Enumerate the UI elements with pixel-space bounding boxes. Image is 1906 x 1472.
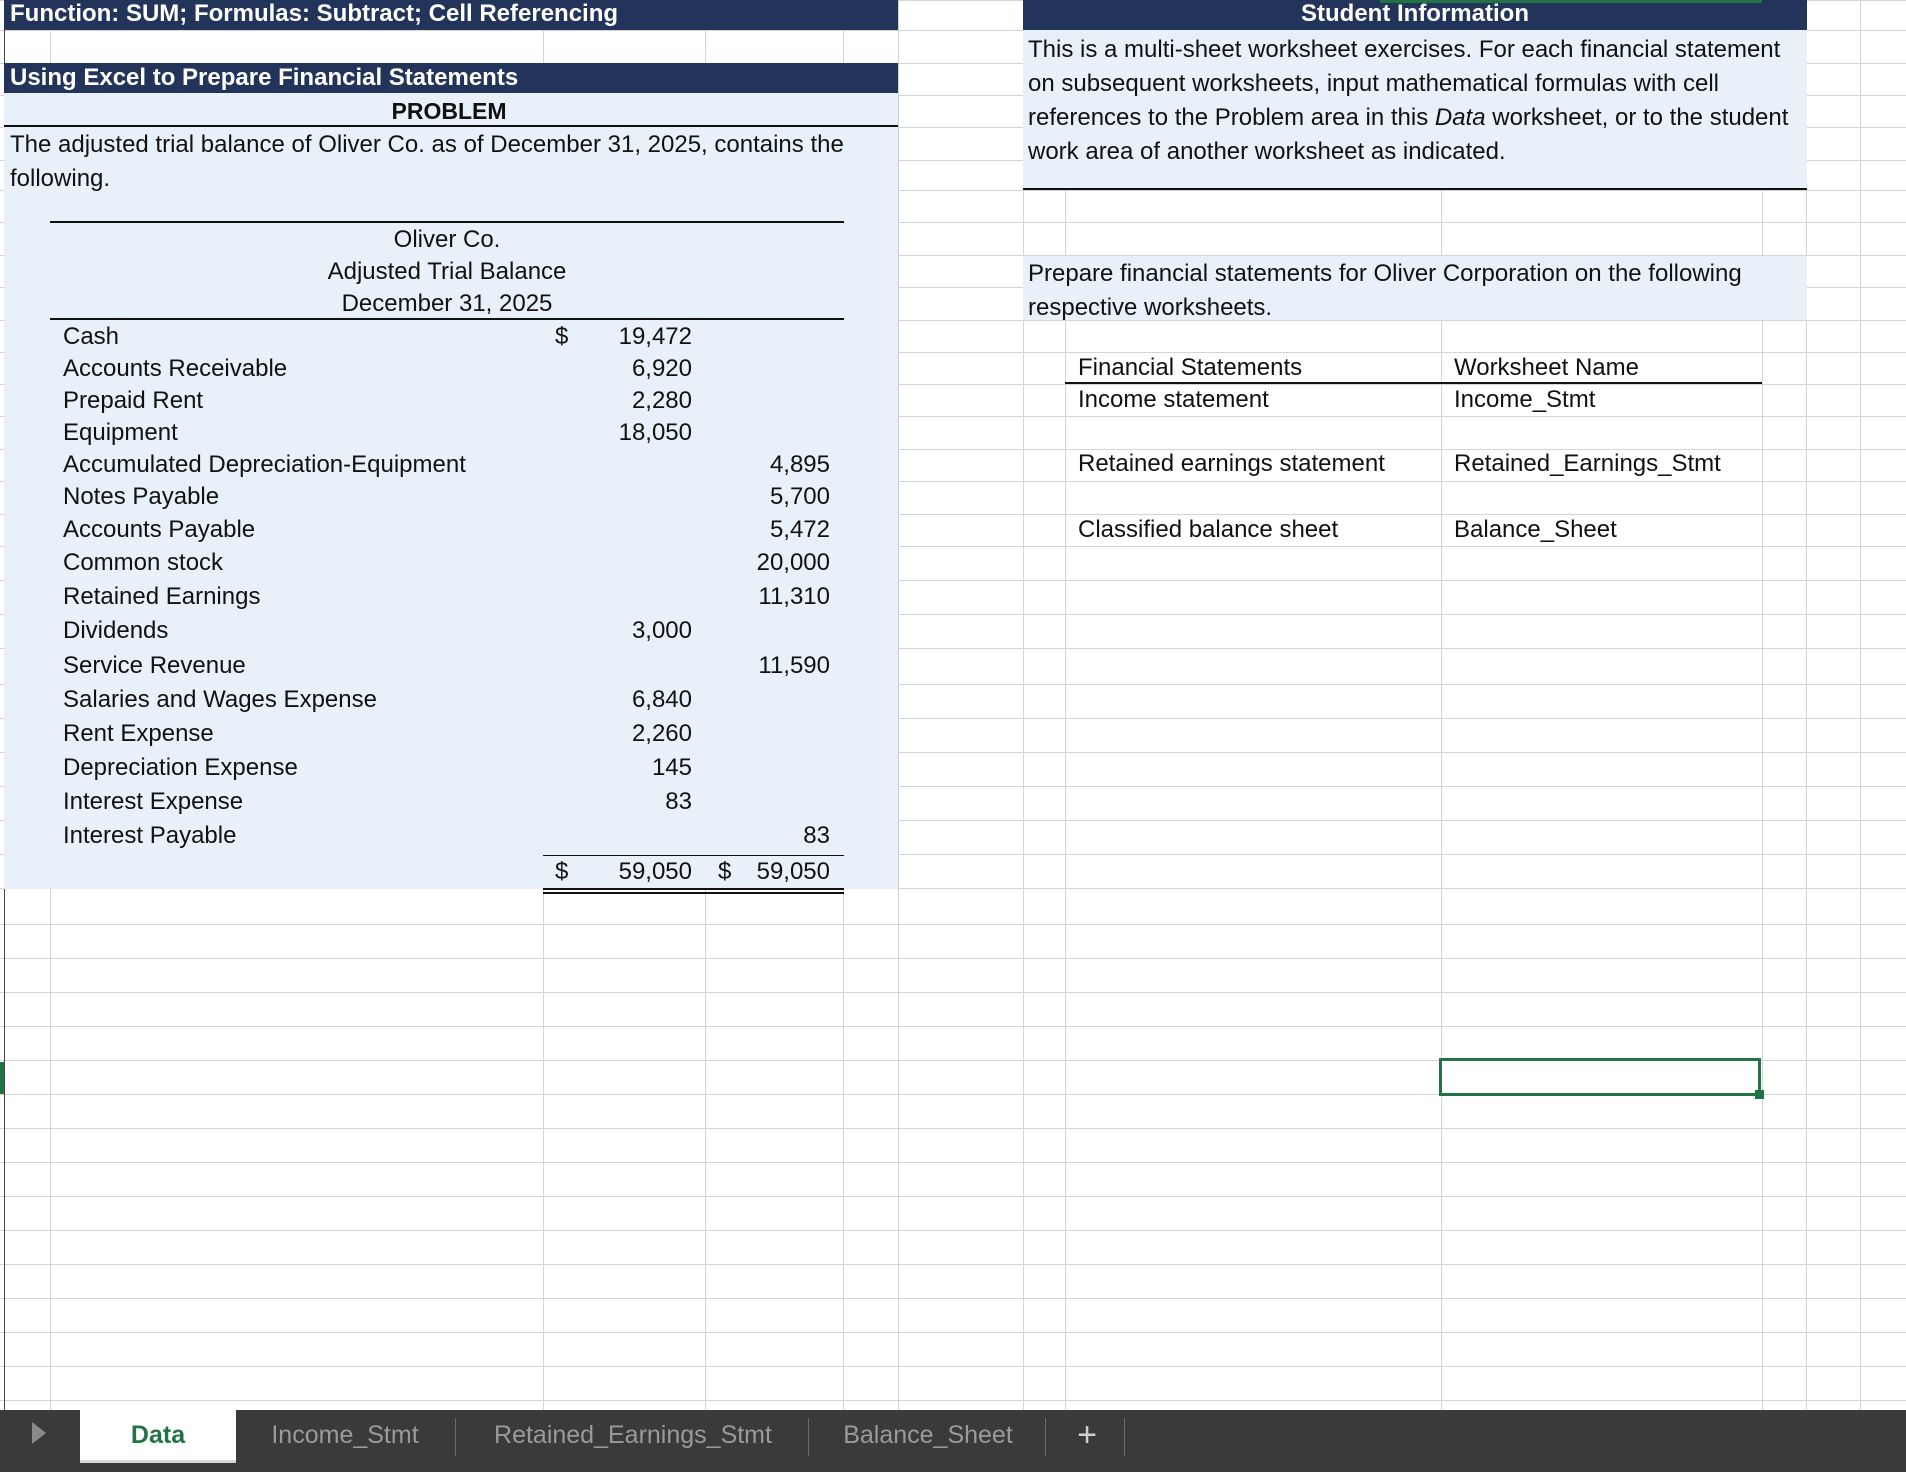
col-header-worksheet: Worksheet Name bbox=[1454, 354, 1639, 381]
tab-balance-sheet[interactable]: Balance_Sheet bbox=[843, 1421, 1013, 1449]
intro-line-2: following. bbox=[10, 165, 111, 192]
worksheet-name: Income_Stmt bbox=[1454, 386, 1596, 413]
debit-amount: 2,280 bbox=[631, 387, 692, 414]
total-debit-symbol: $ bbox=[555, 858, 569, 885]
account-name: Cash bbox=[63, 323, 120, 350]
tab-data[interactable]: Data bbox=[80, 1410, 236, 1463]
sheet-tab-bar bbox=[0, 1410, 1906, 1472]
account-name: Accounts Payable bbox=[63, 516, 256, 543]
credit-amount: 20,000 bbox=[756, 549, 830, 576]
total-credit-symbol: $ bbox=[718, 858, 732, 885]
debit-amount: 145 bbox=[651, 754, 692, 781]
debit-amount: 6,920 bbox=[631, 355, 692, 382]
debit-amount: 6,840 bbox=[631, 686, 692, 713]
credit-amount: 5,700 bbox=[769, 483, 830, 510]
account-name: Salaries and Wages Expense bbox=[63, 686, 377, 713]
scroll-tabs-icon[interactable] bbox=[32, 1422, 46, 1444]
credit-amount: 83 bbox=[803, 822, 830, 849]
debit-amount: 83 bbox=[665, 788, 692, 815]
statement-title: Adjusted Trial Balance bbox=[327, 258, 567, 285]
credit-amount: 11,590 bbox=[758, 652, 830, 679]
statement-name: Retained earnings statement bbox=[1078, 450, 1385, 477]
debit-amount: 3,000 bbox=[631, 617, 692, 644]
statement-name: Income statement bbox=[1078, 386, 1269, 413]
debit-amount: 19,472 bbox=[618, 323, 692, 350]
account-name: Interest Expense bbox=[63, 788, 244, 815]
credit-amount: 4,895 bbox=[769, 451, 830, 478]
account-name: Depreciation Expense bbox=[63, 754, 298, 781]
account-name: Accounts Receivable bbox=[63, 355, 288, 382]
add-sheet-button[interactable]: + bbox=[1077, 1416, 1097, 1454]
instructions-paragraph: Prepare financial statements for Oliver Corporation on the following respective worksheets. bbox=[1028, 260, 1742, 321]
account-name: Dividends bbox=[63, 617, 169, 644]
total-debit: 59,050 bbox=[618, 858, 692, 885]
account-name: Equipment bbox=[63, 419, 178, 446]
worksheet-name: Balance_Sheet bbox=[1454, 516, 1617, 543]
selected-cell[interactable] bbox=[1439, 1058, 1761, 1096]
section-title: Using Excel to Prepare Financial Statements bbox=[10, 64, 519, 91]
account-name: Prepaid Rent bbox=[63, 387, 204, 414]
account-name: Rent Expense bbox=[63, 720, 214, 747]
tab-retained-earnings-stmt[interactable]: Retained_Earnings_Stmt bbox=[494, 1421, 772, 1449]
account-name: Retained Earnings bbox=[63, 583, 261, 610]
fill-handle[interactable] bbox=[1755, 1090, 1764, 1099]
statement-name: Classified balance sheet bbox=[1078, 516, 1339, 543]
student-info-title: Student Information bbox=[1301, 0, 1529, 27]
debit-symbol: $ bbox=[555, 323, 569, 350]
problem-label: PROBLEM bbox=[391, 98, 507, 124]
intro-line-1: The adjusted trial balance of Oliver Co. as of December 31, 2025, contains the bbox=[10, 131, 844, 158]
account-name: Accumulated Depreciation-Equipment bbox=[63, 451, 466, 478]
total-credit: 59,050 bbox=[756, 858, 830, 885]
function-title: Function: SUM; Formulas: Subtract; Cell Referencing bbox=[10, 0, 619, 27]
credit-amount: 11,310 bbox=[758, 583, 830, 610]
statement-date: December 31, 2025 bbox=[341, 290, 553, 317]
account-name: Service Revenue bbox=[63, 652, 246, 679]
account-name: Interest Payable bbox=[63, 822, 237, 849]
account-name: Common stock bbox=[63, 549, 224, 576]
company-name: Oliver Co. bbox=[393, 226, 501, 253]
credit-amount: 5,472 bbox=[769, 516, 830, 543]
debit-amount: 18,050 bbox=[618, 419, 692, 446]
debit-amount: 2,260 bbox=[631, 720, 692, 747]
tab-income-stmt[interactable]: Income_Stmt bbox=[271, 1421, 419, 1449]
student-info-paragraph: This is a multi-sheet worksheet exercises. For each financial statement on subsequent worksheets, input mathematical formulas with cell references to the Problem area in this Data worksheet, or to the student work area of another worksheet as indicated. bbox=[1028, 36, 1789, 165]
worksheet-name: Retained_Earnings_Stmt bbox=[1454, 450, 1721, 477]
account-name: Notes Payable bbox=[63, 483, 220, 510]
col-header-statements: Financial Statements bbox=[1078, 354, 1303, 381]
